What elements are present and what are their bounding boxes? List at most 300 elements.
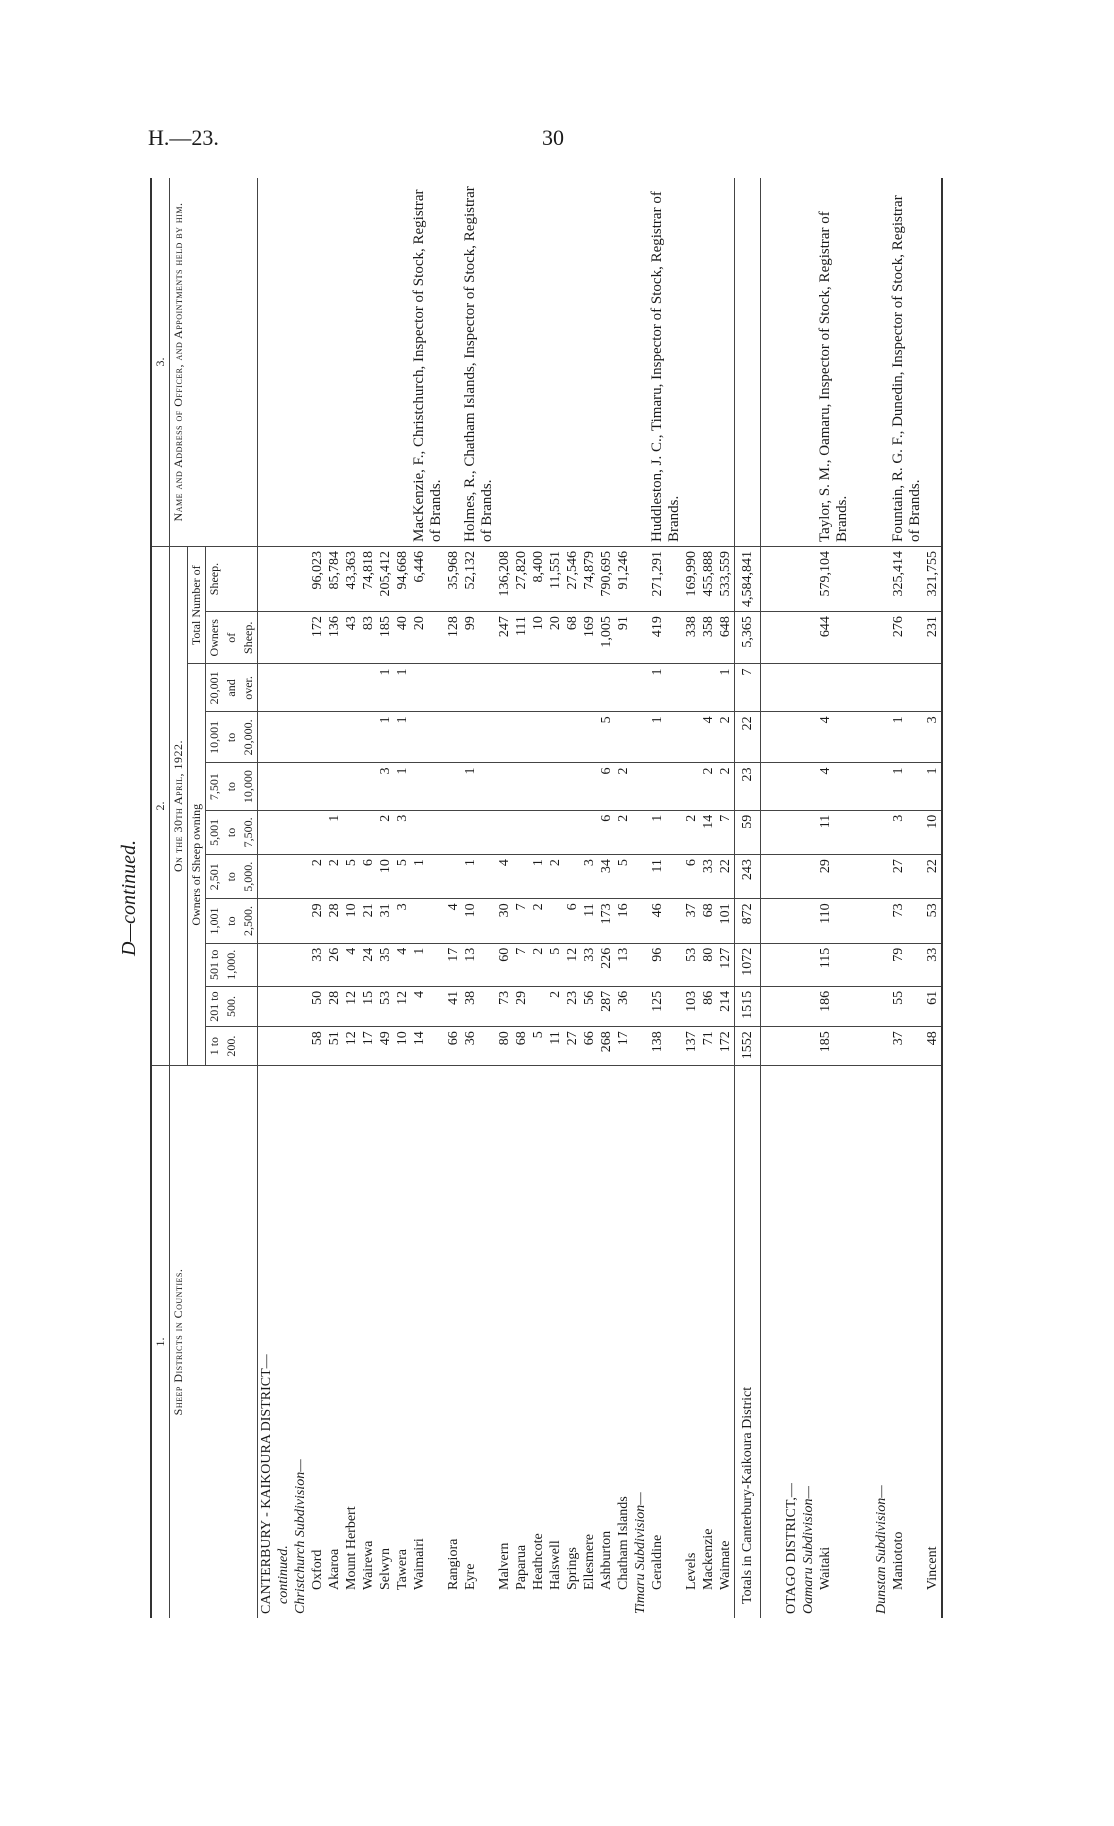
- table-row: [292, 178, 309, 1618]
- value-cell: 53: [377, 986, 394, 1026]
- table-row: [683, 178, 700, 1618]
- owners-header: Owners of Sheep.: [206, 612, 258, 664]
- value-cell: [530, 810, 547, 854]
- value-cell: 8,400: [530, 547, 547, 612]
- district-name: Ellesmere: [582, 1534, 597, 1590]
- value-cell: 2: [530, 899, 547, 943]
- value-cell: 3: [394, 810, 411, 854]
- value-cell: 271,291: [649, 547, 683, 612]
- value-cell: 29: [309, 899, 326, 943]
- value-cell: 125: [649, 986, 683, 1026]
- total-cell: 4,584,841: [735, 547, 761, 612]
- value-cell: 73: [890, 899, 924, 943]
- value-cell: 52,132: [462, 547, 496, 612]
- value-cell: 41: [445, 986, 462, 1026]
- value-cell: 2: [547, 986, 564, 1026]
- value-cell: 358: [700, 612, 717, 664]
- value-cell: 68: [564, 612, 581, 664]
- value-cell: [564, 855, 581, 899]
- subdivision-heading: Christchurch Subdivision—: [293, 1459, 308, 1614]
- value-cell: [598, 664, 615, 712]
- value-cell: 419: [649, 612, 683, 664]
- table-row: [649, 178, 683, 1618]
- value-cell: 1: [411, 943, 445, 986]
- total-cell: 22: [735, 712, 761, 763]
- value-cell: 12: [564, 943, 581, 986]
- value-cell: 6: [360, 855, 377, 899]
- officer-entry: [817, 178, 851, 547]
- value-cell: 79: [890, 943, 924, 986]
- district-name: Paparua: [514, 1544, 529, 1590]
- value-cell: 74,818: [360, 547, 377, 612]
- table-row: [462, 178, 496, 1618]
- page-identifier: H.—23.: [148, 125, 219, 150]
- value-cell: [496, 763, 513, 810]
- officer-line: Registrar of Brands.: [817, 211, 850, 542]
- range-header: 20,001 and over.: [206, 664, 258, 712]
- value-cell: [513, 810, 530, 854]
- value-cell: 96,023: [309, 547, 326, 612]
- value-cell: 37: [683, 899, 700, 943]
- value-cell: 91: [615, 612, 632, 664]
- value-cell: 99: [462, 612, 496, 664]
- total-cell: 59: [735, 810, 761, 854]
- value-cell: 85,784: [326, 547, 343, 612]
- total-cell: 5,365: [735, 612, 761, 664]
- district-name: Mackenzie: [701, 1528, 716, 1590]
- value-cell: [513, 763, 530, 810]
- value-cell: [411, 664, 445, 712]
- value-cell: [343, 664, 360, 712]
- district-name: Wairewa: [361, 1540, 376, 1590]
- value-cell: 35,968: [445, 547, 462, 612]
- value-cell: 276: [890, 612, 924, 664]
- value-cell: [445, 810, 462, 854]
- value-cell: 6: [683, 855, 700, 899]
- value-cell: 1: [890, 763, 924, 810]
- value-cell: 96: [649, 943, 683, 986]
- value-cell: 3: [890, 810, 924, 854]
- value-cell: 13: [615, 943, 632, 986]
- rotated-table-block: [108, 178, 1008, 1618]
- value-cell: [411, 712, 445, 763]
- value-cell: [547, 712, 564, 763]
- value-cell: [890, 664, 924, 712]
- value-cell: 38: [462, 986, 496, 1026]
- table-row: [800, 178, 817, 1618]
- value-cell: [581, 763, 598, 810]
- value-cell: 10: [530, 612, 547, 664]
- total-cell: 243: [735, 855, 761, 899]
- col-number-3: 3.: [151, 178, 170, 547]
- total-cell: 23: [735, 763, 761, 810]
- district-name: Rangiora: [446, 1538, 461, 1590]
- value-cell: 455,888: [700, 547, 717, 612]
- value-cell: 68: [513, 1027, 530, 1066]
- value-cell: 1: [326, 810, 343, 854]
- value-cell: 28: [326, 899, 343, 943]
- value-cell: [445, 763, 462, 810]
- value-cell: 186: [817, 986, 851, 1026]
- value-cell: [445, 855, 462, 899]
- value-cell: 1: [530, 855, 547, 899]
- value-cell: [683, 664, 700, 712]
- value-cell: 185: [377, 612, 394, 664]
- value-cell: 56: [581, 986, 598, 1026]
- table-row: [547, 178, 564, 1618]
- table-row: [445, 178, 462, 1618]
- value-cell: 7: [513, 943, 530, 986]
- value-cell: [411, 810, 445, 854]
- value-cell: 10: [462, 899, 496, 943]
- value-cell: 1,005: [598, 612, 615, 664]
- value-cell: [445, 664, 462, 712]
- value-cell: [581, 664, 598, 712]
- district-name: Heathcote: [531, 1533, 546, 1590]
- value-cell: 2: [547, 855, 564, 899]
- officer-line: Taylor, S. M., Oamaru, Inspector of Stock,: [817, 286, 833, 542]
- districts-header: Sheep Districts in Counties.: [170, 1066, 258, 1619]
- value-cell: 61: [924, 986, 942, 1026]
- value-cell: 3: [377, 763, 394, 810]
- officer-line: Registrar of Brands.: [890, 195, 923, 542]
- value-cell: 49: [377, 1027, 394, 1066]
- range-header: 501 to 1,000.: [206, 943, 258, 986]
- value-cell: [649, 763, 683, 810]
- value-cell: [411, 899, 445, 943]
- value-cell: 1: [394, 763, 411, 810]
- value-cell: 4: [817, 763, 851, 810]
- value-cell: 4: [817, 712, 851, 763]
- value-cell: 51: [326, 1027, 343, 1066]
- value-cell: [547, 810, 564, 854]
- value-cell: 5: [394, 855, 411, 899]
- value-cell: 321,755: [924, 547, 942, 612]
- value-cell: 71: [700, 1027, 717, 1066]
- value-cell: 3: [581, 855, 598, 899]
- table-row: [700, 178, 717, 1618]
- value-cell: 17: [445, 943, 462, 986]
- value-cell: 2: [717, 763, 735, 810]
- table-row: [496, 178, 513, 1618]
- value-cell: 2: [530, 943, 547, 986]
- value-cell: [530, 712, 547, 763]
- value-cell: [530, 664, 547, 712]
- officer-entry: [462, 178, 496, 547]
- value-cell: 11: [547, 1027, 564, 1066]
- value-cell: 55: [890, 986, 924, 1026]
- officer-entry: [411, 178, 445, 547]
- value-cell: [547, 763, 564, 810]
- table-row: [360, 178, 377, 1618]
- district-name: Waimate: [718, 1540, 733, 1590]
- value-cell: 169,990: [683, 547, 700, 612]
- district-name: Springs: [565, 1547, 580, 1590]
- table-caption: D—continued.: [118, 839, 140, 957]
- table-row: [783, 178, 800, 1618]
- value-cell: 214: [717, 986, 735, 1026]
- value-cell: [360, 763, 377, 810]
- table-row: [598, 178, 615, 1618]
- value-cell: [360, 664, 377, 712]
- value-cell: [564, 664, 581, 712]
- value-cell: 137: [683, 1027, 700, 1066]
- table-row: [717, 178, 735, 1618]
- value-cell: 136: [326, 612, 343, 664]
- value-cell: 2: [615, 810, 632, 854]
- range-header: 201 to 500.: [206, 986, 258, 1026]
- value-cell: 17: [615, 1027, 632, 1066]
- value-cell: 5: [615, 855, 632, 899]
- value-cell: 12: [343, 986, 360, 1026]
- value-cell: 1: [394, 664, 411, 712]
- value-cell: [564, 810, 581, 854]
- value-cell: 4: [445, 899, 462, 943]
- value-cell: [581, 712, 598, 763]
- value-cell: [496, 664, 513, 712]
- table-row: [817, 178, 851, 1618]
- district-name: Ashburton: [599, 1530, 614, 1590]
- value-cell: 2: [309, 855, 326, 899]
- value-cell: 11: [649, 855, 683, 899]
- value-cell: 231: [924, 612, 942, 664]
- value-cell: 4: [496, 855, 513, 899]
- value-cell: 33: [309, 943, 326, 986]
- value-cell: 12: [394, 986, 411, 1026]
- value-cell: 23: [564, 986, 581, 1026]
- value-cell: 11,551: [547, 547, 564, 612]
- range-header: 7,501 to 10,000: [206, 763, 258, 810]
- value-cell: 35: [377, 943, 394, 986]
- value-cell: 48: [924, 1027, 942, 1066]
- officer-line: Holmes, R., Chatham Islands, Inspector of Stock,: [462, 244, 478, 542]
- sheep-owners-table: [150, 178, 943, 1618]
- value-cell: 325,414: [890, 547, 924, 612]
- range-header: 10,001 to 20,000.: [206, 712, 258, 763]
- value-cell: 43,363: [343, 547, 360, 612]
- value-cell: 101: [717, 899, 735, 943]
- value-cell: 2: [377, 810, 394, 854]
- value-cell: 1: [411, 855, 445, 899]
- value-cell: 7: [717, 810, 735, 854]
- value-cell: 94,668: [394, 547, 411, 612]
- value-cell: 53: [683, 943, 700, 986]
- district-name: Oxford: [310, 1549, 325, 1590]
- value-cell: 103: [683, 986, 700, 1026]
- value-cell: [615, 664, 632, 712]
- value-cell: 33: [581, 943, 598, 986]
- value-cell: [683, 712, 700, 763]
- value-cell: 579,104: [817, 547, 851, 612]
- value-cell: 11: [581, 899, 598, 943]
- value-cell: 29: [513, 986, 530, 1026]
- value-cell: [326, 664, 343, 712]
- value-cell: 247: [496, 612, 513, 664]
- value-cell: [343, 763, 360, 810]
- value-cell: 1: [649, 810, 683, 854]
- value-cell: 80: [700, 943, 717, 986]
- total-cell: 7: [735, 664, 761, 712]
- value-cell: 127: [717, 943, 735, 986]
- subdivision-heading: Dunstan Subdivision—: [874, 1485, 889, 1614]
- table-row: [513, 178, 530, 1618]
- value-cell: [513, 712, 530, 763]
- page-number: 30: [542, 125, 564, 150]
- value-cell: 12: [343, 1027, 360, 1066]
- officer-entry: [649, 178, 683, 547]
- value-cell: 34: [598, 855, 615, 899]
- value-cell: 1: [649, 712, 683, 763]
- table-row: [581, 178, 598, 1618]
- value-cell: [496, 810, 513, 854]
- value-cell: [309, 664, 326, 712]
- table-row: [343, 178, 360, 1618]
- value-cell: 5: [598, 712, 615, 763]
- value-cell: [462, 712, 496, 763]
- value-cell: 27: [890, 855, 924, 899]
- value-cell: 20: [411, 612, 445, 664]
- value-cell: 11: [817, 810, 851, 854]
- value-cell: 2: [326, 855, 343, 899]
- value-cell: 111: [513, 612, 530, 664]
- table-row: [411, 178, 445, 1618]
- value-cell: 58: [309, 1027, 326, 1066]
- district-heading: OTAGO DISTRICT,—: [784, 1483, 799, 1614]
- table-row: [377, 178, 394, 1618]
- value-cell: 6: [598, 763, 615, 810]
- value-cell: 22: [717, 855, 735, 899]
- value-cell: 21: [360, 899, 377, 943]
- value-cell: 30: [496, 899, 513, 943]
- range-header: 1,001 to 2,500.: [206, 899, 258, 943]
- value-cell: [326, 763, 343, 810]
- value-cell: [343, 712, 360, 763]
- value-cell: [564, 763, 581, 810]
- total-cell: 1552: [735, 1027, 761, 1066]
- officer-line: Registrar of Brands.: [649, 191, 682, 542]
- date-header: On the 30th April, 1922.: [170, 547, 188, 1066]
- value-cell: 60: [496, 943, 513, 986]
- value-cell: [360, 810, 377, 854]
- totals-row: [735, 178, 761, 1618]
- table-row: [632, 178, 649, 1618]
- officer-line: MacKenzie, F., Christchurch, Inspector of Stock,: [411, 248, 427, 542]
- value-cell: 6: [564, 899, 581, 943]
- value-cell: 1: [377, 664, 394, 712]
- value-cell: 128: [445, 612, 462, 664]
- value-cell: 27,546: [564, 547, 581, 612]
- subdivision-heading: Oamaru Subdivision—: [801, 1486, 816, 1614]
- value-cell: 68: [700, 899, 717, 943]
- officer-header: Name and Address of Officer, and Appointments held by him.: [170, 178, 258, 547]
- value-cell: [530, 986, 547, 1026]
- district-name: Chatham Islands: [616, 1496, 631, 1590]
- value-cell: [462, 664, 496, 712]
- value-cell: 172: [309, 612, 326, 664]
- district-name: Maniototo: [891, 1531, 906, 1590]
- value-cell: 2: [700, 763, 717, 810]
- value-cell: [309, 810, 326, 854]
- table-row: [530, 178, 547, 1618]
- value-cell: 13: [462, 943, 496, 986]
- value-cell: 268: [598, 1027, 615, 1066]
- district-name: Tawera: [395, 1549, 410, 1590]
- value-cell: [309, 712, 326, 763]
- value-cell: 185: [817, 1027, 851, 1066]
- table-row: [309, 178, 326, 1618]
- value-cell: [513, 855, 530, 899]
- value-cell: 10: [924, 810, 942, 854]
- value-cell: 2: [683, 810, 700, 854]
- value-cell: 5: [343, 855, 360, 899]
- table-row: [258, 178, 276, 1618]
- value-cell: 16: [615, 899, 632, 943]
- value-cell: 136,208: [496, 547, 513, 612]
- value-cell: 74,879: [581, 547, 598, 612]
- value-cell: [343, 810, 360, 854]
- table-row: [564, 178, 581, 1618]
- table-row: [890, 178, 924, 1618]
- value-cell: 10: [343, 899, 360, 943]
- value-cell: [564, 712, 581, 763]
- value-cell: [326, 712, 343, 763]
- value-cell: 1: [890, 712, 924, 763]
- value-cell: 22: [924, 855, 942, 899]
- value-cell: 173: [598, 899, 615, 943]
- value-cell: [496, 712, 513, 763]
- value-cell: 5: [547, 943, 564, 986]
- officer-line: Huddleston, J. C., Timaru, Inspector of Stock,: [649, 266, 665, 542]
- value-cell: 33: [924, 943, 942, 986]
- value-cell: 66: [445, 1027, 462, 1066]
- value-cell: 31: [377, 899, 394, 943]
- value-cell: 50: [309, 986, 326, 1026]
- value-cell: 4: [343, 943, 360, 986]
- value-cell: 28: [326, 986, 343, 1026]
- totals-label: Totals in Canterbury-Kaikoura District: [735, 1066, 761, 1619]
- value-cell: [360, 712, 377, 763]
- table-body: [258, 178, 943, 1618]
- value-cell: [462, 810, 496, 854]
- col-number-1: 1.: [151, 1066, 170, 1619]
- value-cell: 3: [924, 712, 942, 763]
- district-name: Eyre: [463, 1563, 478, 1590]
- officer-line: Registrar of Brands.: [411, 189, 444, 542]
- district-name: Akaroa: [327, 1548, 342, 1590]
- subdivision-heading: Timaru Subdivision—: [633, 1492, 648, 1614]
- value-cell: 6,446: [411, 547, 445, 612]
- table-row: [326, 178, 343, 1618]
- district-subheading: continued.: [276, 1545, 291, 1604]
- table-row: [873, 178, 890, 1618]
- total-cell: 872: [735, 899, 761, 943]
- value-cell: 33: [700, 855, 717, 899]
- district-name: Geraldine: [650, 1534, 665, 1590]
- value-cell: 17: [360, 1027, 377, 1066]
- value-cell: 172: [717, 1027, 735, 1066]
- value-cell: [411, 763, 445, 810]
- value-cell: 40: [394, 612, 411, 664]
- value-cell: 287: [598, 986, 615, 1026]
- value-cell: 37: [890, 1027, 924, 1066]
- district-name: Waimairi: [412, 1538, 427, 1590]
- district-name: Levels: [684, 1552, 699, 1590]
- value-cell: 4: [394, 943, 411, 986]
- value-cell: 138: [649, 1027, 683, 1066]
- value-cell: 205,412: [377, 547, 394, 612]
- value-cell: 648: [717, 612, 735, 664]
- total-cell: 1515: [735, 986, 761, 1026]
